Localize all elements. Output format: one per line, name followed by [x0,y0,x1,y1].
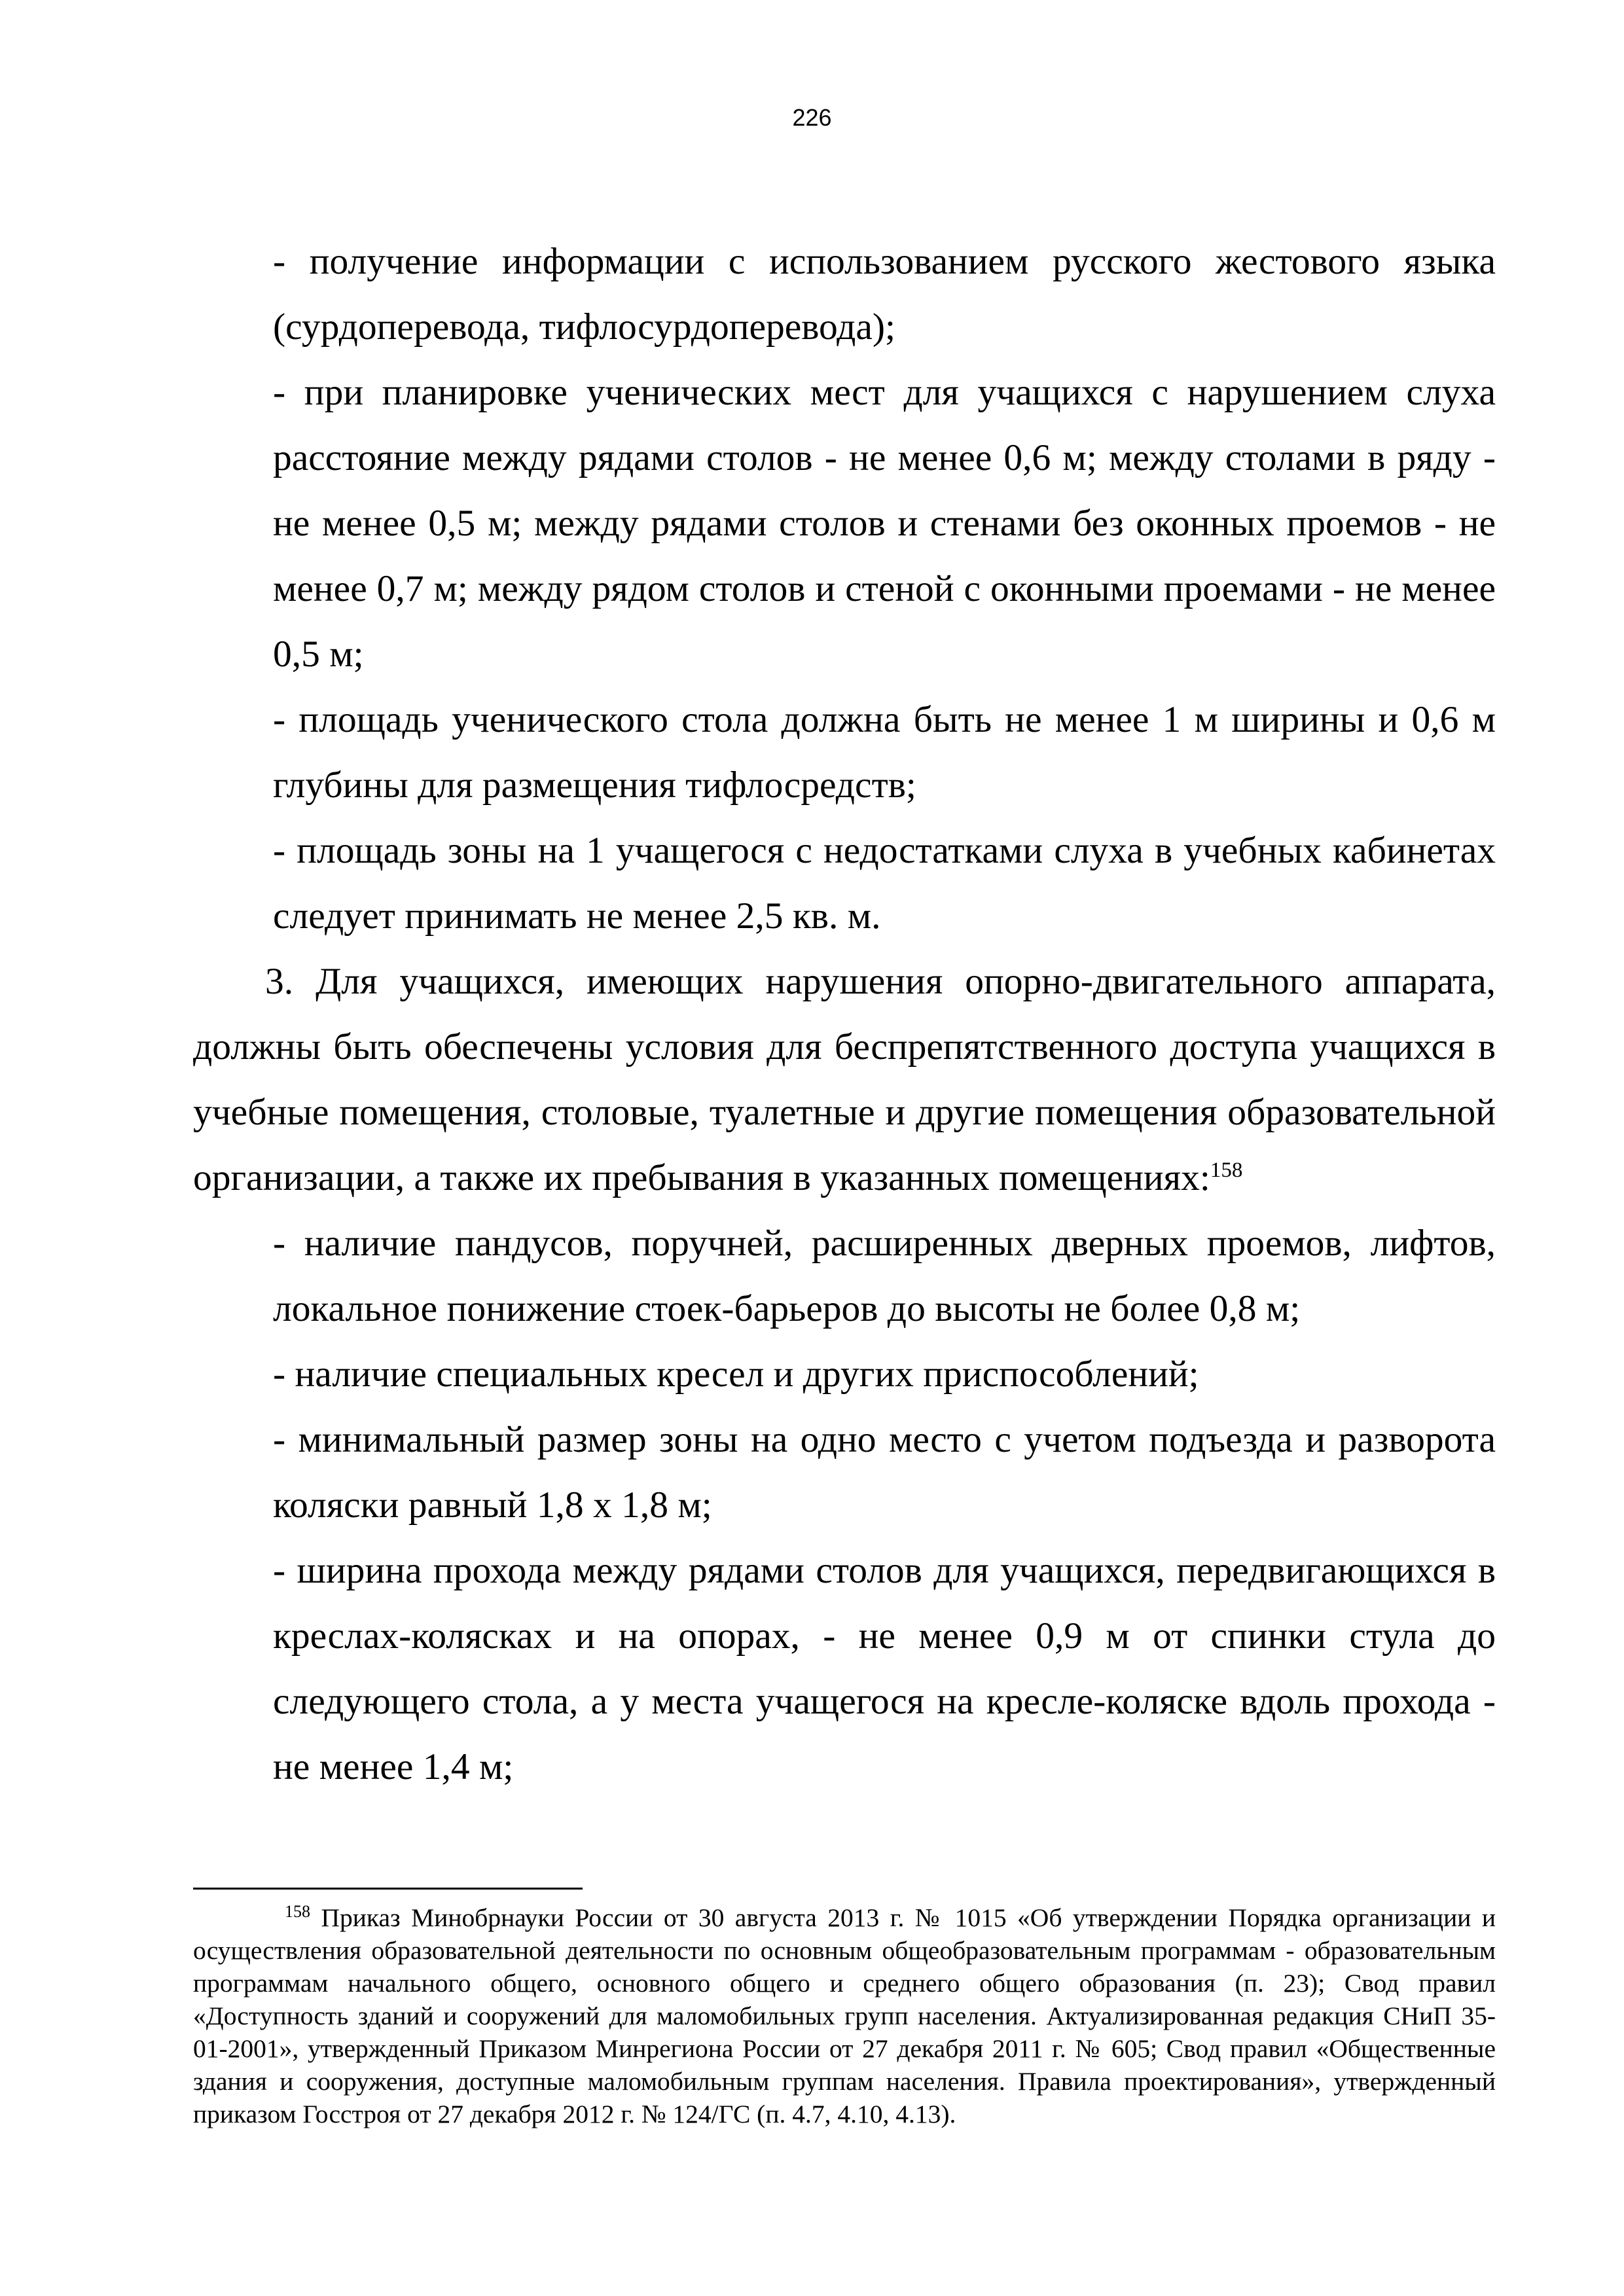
paragraph-3-text: 3. Для учащихся, имеющих нарушения опорно-двигательного аппарата, должны быть обеспечены условия для беспрепятственного доступа учащихся в учебные помещения, столовые, туалетные и другие помещения образовательной организации, а также их пребывания в указанных помещениях: [193,961,1496,1198]
list-item: - ширина прохода между рядами столов для учащихся, передвигающихся в креслах-колясках и на опорах, - не менее 0,9 м от спинки стула до следующего стола, а у места учащегося на кресле-коляске вдоль прохода - не менее 1,4 м; [273,1550,1496,1787]
list-item: - наличие специальных кресел и других приспособлений; [273,1354,1199,1395]
paragraph-3 [193,949,1496,1211]
list-item: - минимальный размер зоны на одно место с учетом подъезда и разворота коляски равный 1,8 х 1,8 м; [273,1419,1496,1526]
list-item: - при планировке ученических мест для учащихся с нарушением слуха расстояние между рядами столов - не менее 0,6 м; между столами в ряду - не менее 0,5 м; между рядами столов и стенами без оконных проемов - не менее 0,7 м; между рядом столов и стеной с оконными проемами - не менее 0,5 м; [273,372,1496,675]
footnote-text: Приказ Минобрнауки России от 30 августа 2013 г. № 1015 «Об утверждении Порядка организации и осуществления образовательной деятельности по основным общеобразовательным программам - образовательным программам начального общего, основного общего и среднего общего образования (п. 23); Свод правил «Доступность зданий и сооружений для маломобильных групп населения. Актуализированная редакция СНиП 35-01-2001», утвержденный Приказом Минрегиона России от 27 декабря 2011 г. № 605; Свод правил «Общественные здания и сооружения, доступные маломобильным группам населения. Правила проектирования», утвержденный приказом Госстроя от 27 декабря 2012 г. № 124/ГС (п. 4.7, 4.10, 4.13). [193,1903,1496,2128]
list-item: - наличие пандусов, поручней, расширенных дверных проемов, лифтов, локальное понижение стоек-барьеров до высоты не более 0,8 м; [273,1223,1496,1329]
footnote-mark: 158 [285,1901,310,1921]
list-item: - площадь зоны на 1 учащегося с недостатками слуха в учебных кабинетах следует принимать не менее 2,5 кв. м. [273,830,1496,937]
footnote-divider [193,1888,583,1890]
list-item: - получение информации с использованием русского жестового языка (сурдоперевода, тифлосурдоперевода); [273,241,1496,348]
footnote-reference[interactable]: 158 [1210,1158,1243,1182]
footnote [193,1901,1496,2130]
body-text [193,229,1496,1800]
page-number: 226 [792,104,832,131]
list-item: - площадь ученического стола должна быть не менее 1 м ширины и 0,6 м глубины для размещения тифлосредств; [273,699,1496,806]
